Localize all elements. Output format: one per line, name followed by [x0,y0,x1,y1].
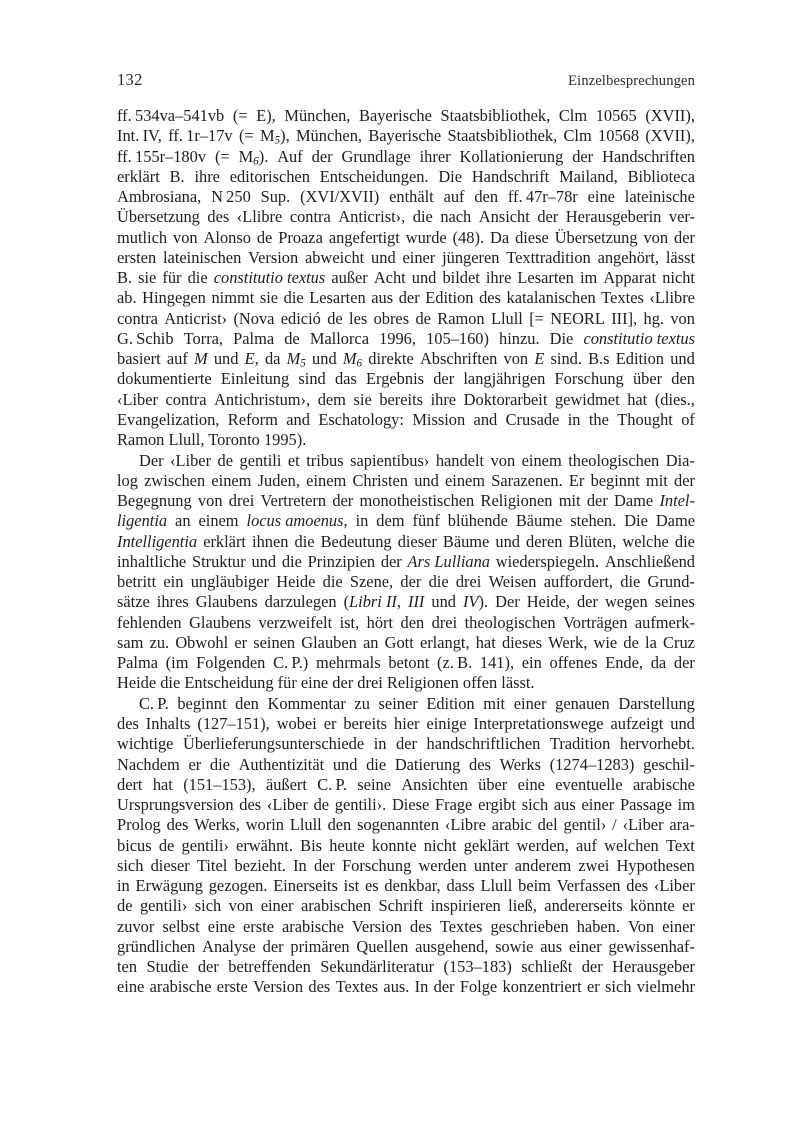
paragraph-3 [117,694,695,998]
text-line: betritt ein ungläubiger Heide die Szene, der die drei Weisen auffordert, die Grund- [117,572,695,592]
text-line: erklärt B. ihre editorischen Entscheidungen. Die Handschrift Mailand, Biblioteca [117,166,695,186]
text-line: Palma (im Folgenden C. P.) mehrmals betont (z. B. 141), ein offenes Ende, da der [117,653,695,673]
text-line: ‹Liber contra Antichristum›, dem sie bereits ihre Doktorarbeit gewidmet hat (dies., [117,389,695,409]
text-line: Ramon Llull, Toronto 1995). [117,430,307,450]
text-line: dert hat (151–153), äußert C. P. seine Ansichten über eine eventuelle arabische [117,774,695,794]
paragraph-2 [117,451,695,694]
text-line: C. P. beginnt den Kommentar zu seiner Edition mit einer genauen Darstellung [139,693,695,713]
page-number: 132 [117,70,143,89]
running-head-title: Einzelbesprechungen [568,73,695,89]
text-line: ten Studie der betreffenden Sekundärliteratur (153–183) schließt der Herausgeber [117,957,695,977]
text-line: Übersetzung des ‹Llibre contra Anticrist›, die nach Ansicht der Herausgeberin ver- [117,207,695,227]
text-line: basiert auf M und E, da $M_5$ und $M_6$ direkte Abschriften von E sind. B.s Edition und [117,349,695,370]
text-line: Ambrosiana, N 250 Sup. (XVI/XVII) enthält auf den ff. 47r–78r eine lateinische [117,187,695,207]
text-line: ff. 155r–180v (= $M_6$). Auf der Grundlage ihrer Kollationierung der Handschriften [117,146,695,167]
text-line: Intelligentia erklärt ihnen die Bedeutung dieser Bäume und deren Blüten, welche die [117,531,695,551]
text-line: Nachdem er die Authentizität und die Datierung des Werks (1274–1283) geschil- [117,754,695,774]
text-line: zuvor selbst eine erste arabische Version des Textes geschrieben haben. Von einer [117,916,695,936]
running-head [117,70,695,90]
text-line: dokumentierte Einleitung sind das Ergebnis der langjährigen Forschung über den [117,369,695,389]
text-line: sätze ihres Glaubens darzulegen (Libri II, III und IV). Der Heide, der wegen seines [117,592,695,612]
text-line: des Inhalts (127–151), wobei er bereits hier einige Interpretationswege aufzeigt und [117,713,695,733]
text-line: G. Schib Torra, Palma de Mallorca 1996, 105–160) hinzu. Die constitutio textus [117,328,695,348]
text-line: Prolog des Werks, worin Llull den sogenannten ‹Libre arabic del gentil› / ‹Liber ara- [117,815,695,835]
text-line: in Erwägung gezogen. Einerseits ist es denkbar, dass Llull beim Verfassen des ‹Liber [117,876,695,896]
text-line: Heide die Entscheidung für eine der drei Religionen offen lässt. [117,673,535,693]
text-line: Der ‹Liber de gentili et tribus sapientibus› handelt von einem theologischen Dia- [139,450,695,470]
text-line: bicus de gentili› erwähnt. Bis heute konnte nicht geklärt werden, auf welchen Text [117,835,695,855]
text-line: de gentili› sich von einer arabischen Schrift inspirieren ließ, andererseits könnte er [117,896,695,916]
text-line: log zwischen einem Juden, einem Christen und einem Sarazenen. Er beginnt mit der [117,470,695,490]
text-line: Ursprungsversion des ‹Liber de gentili›. Diese Frage ergibt sich aus einer Passage im [117,795,695,815]
text-line: ab. Hingegen nimmt sie die Lesarten aus der Edition des katalanischen Textes ‹Llibre [117,288,695,308]
text-line: Int. IV, ff. 1r–17v (= $M_5$), München, Bayerische Staatsbibliothek, Clm 10568 (XVII), [117,126,695,147]
text-line: Begegnung von drei Vertretern der monotheistischen Religionen mit der Dame Intel- [117,491,695,511]
text-line: mutlich von Alonso de Proaza angefertigt wurde (48). Da diese Übersetzung von der [117,227,695,247]
text-line: wichtige Überlieferungsunterschiede in der handschriftlichen Tradition hervorhebt. [117,734,695,754]
text-line: ff. 534va–541vb (= E), München, Bayerische Staatsbibliothek, Clm 10565 (XVII), [117,106,695,125]
text-line: eine arabische erste Version des Textes aus. In der Folge konzentriert er sich vielmehr [117,977,695,997]
text-line: Evangelization, Reform and Eschatology: Mission and Crusade in the Thought of [117,409,695,429]
body-text [117,106,695,998]
text-line: inhaltliche Struktur und die Prinzipien der Ars Lulliana wiederspiegeln. Anschließend [117,551,695,571]
text-line: B. sie für die constitutio textus außer Acht und bildet ihre Lesarten im Apparat nicht [117,268,695,288]
text-line: sam zu. Obwohl er seinen Glauben an Gott erlangt, hat dieses Werk, wie de la Cruz [117,632,695,652]
text-line: gründlichen Analyse der primären Quellen ausgehend, sowie aus einer gewissenhaf- [117,936,695,956]
text-line: ligentia an einem locus amoenus, in dem fünf blühende Bäume stehen. Die Dame [117,511,695,531]
text-line: contra Anticrist› (Nova edició de les obres de Ramon Llull [= NEORL III], hg. von [117,308,695,328]
text-line: sich dieser Titel bezieht. In der Forschung werden unter anderem zwei Hypothesen [117,855,695,875]
paragraph-1 [117,106,695,451]
text-line: ersten lateinischen Version abweicht und einer jüngeren Texttradition angehört, lässt [117,247,695,267]
text-line: fehlenden Glaubens verzweifelt ist, hört den drei theologischen Vorträgen aufmerk- [117,612,695,632]
